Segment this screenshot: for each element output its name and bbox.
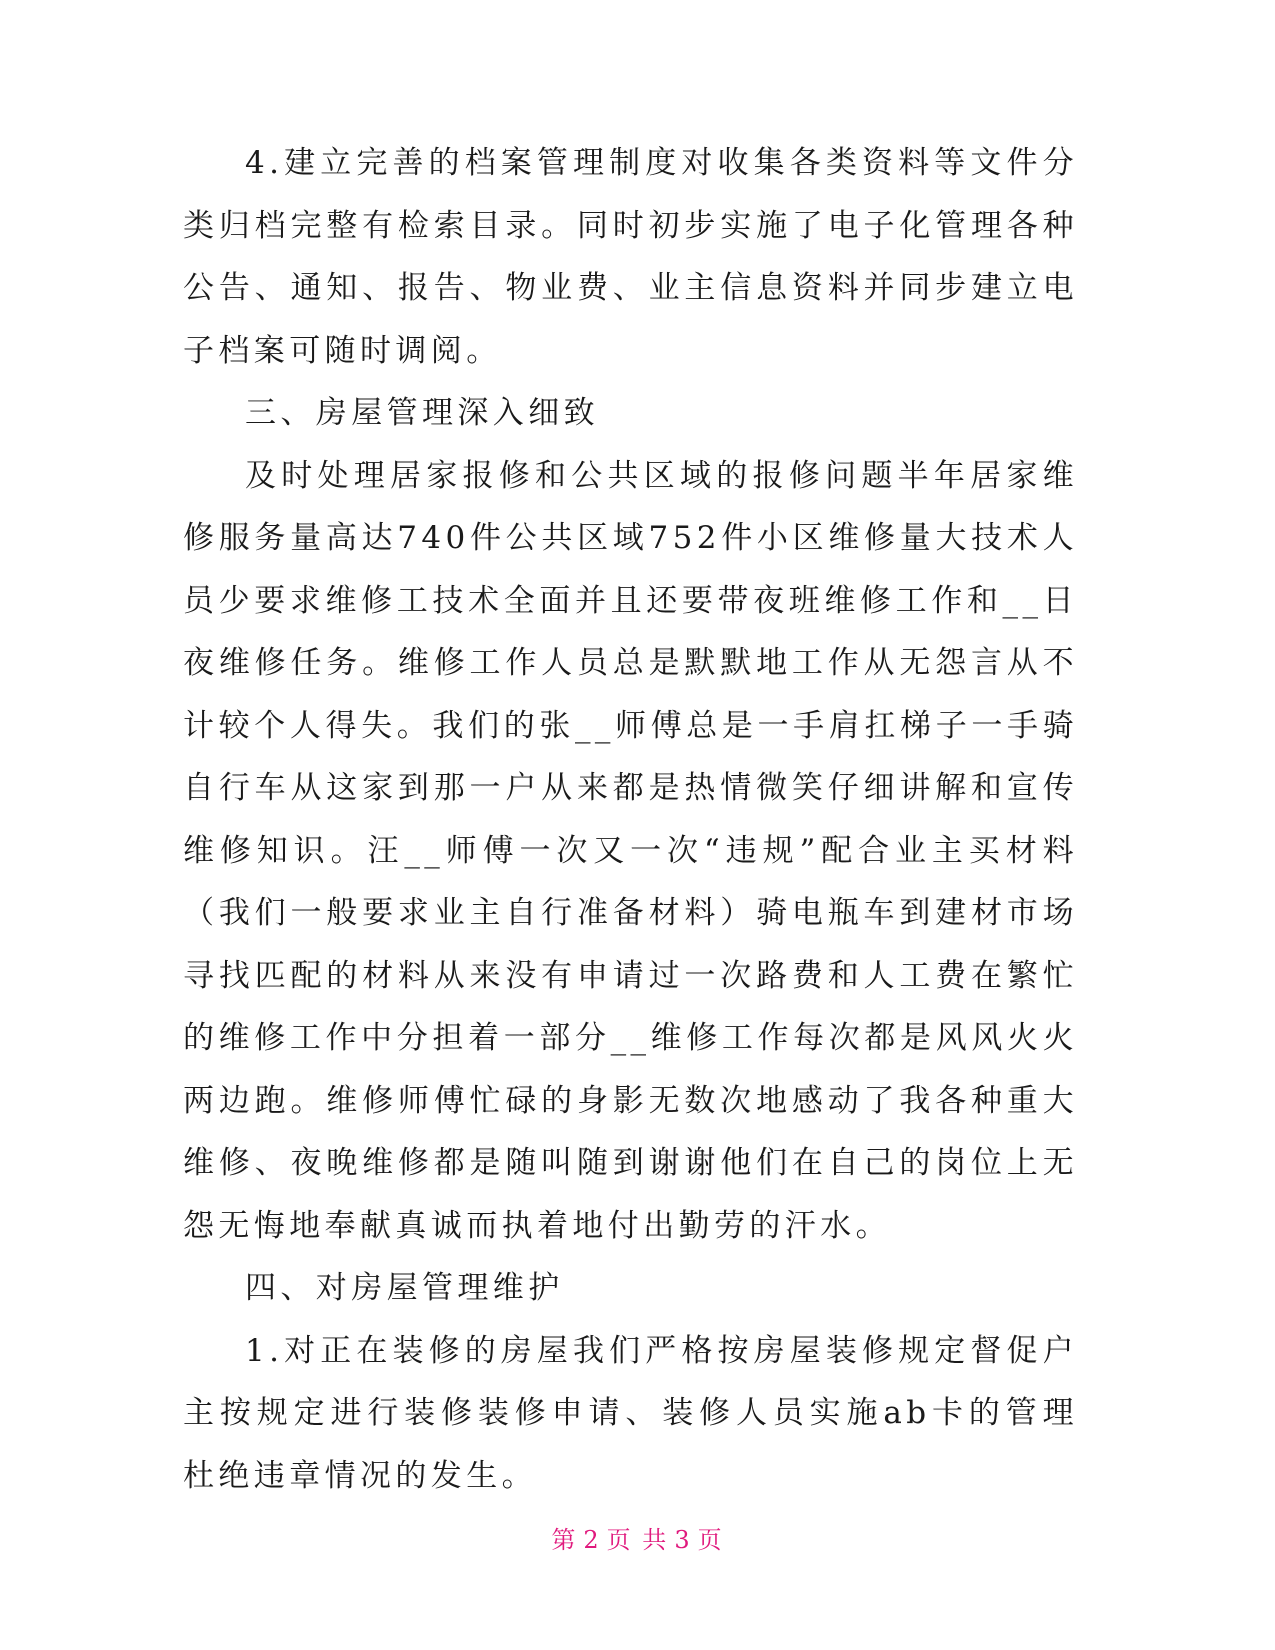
footer-suffix: 页 xyxy=(697,1526,724,1554)
footer-total-pages: 3 xyxy=(674,1526,692,1554)
document-body xyxy=(183,132,1078,1507)
paragraph-archive-management: 4.建立完善的档案管理制度对收集各类资料等文件分类归档完整有检索目录。同时初步实施了电子化管理各种公告、通知、报告、物业费、业主信息资料并同步建立电子档案可随时调阅。 xyxy=(183,145,1078,369)
paragraph-renovation-rules: 1.对正在装修的房屋我们严格按房屋装修规定督促户主按规定进行装修装修申请、装修人员实施ab卡的管理杜绝违章情况的发生。 xyxy=(183,1332,1078,1494)
section-heading-housing-management: 三、房屋管理深入细致 xyxy=(245,395,599,431)
footer-prefix: 第 xyxy=(551,1526,578,1554)
footer-middle: 页 共 xyxy=(606,1526,669,1554)
paragraph-repair-service: 及时处理居家报修和公共区域的报修问题半年居家维修服务量高达740件公共区域752件小区维修量大技术人员少要求维修工技术全面并且还要带夜班维修工作和__日夜维修任务。维修工作人员总是默默地工作从无怨言从不计较个人得失。我们的张__师傅总是一手肩扛梯子一手骑自行车从这家到那一户从来都是热情微笑仔细讲解和宣传维修知识。汪__师傅一次又一次“违规”配合业主买材料（我们一般要求业主自行准备材料）骑电瓶车到建材市场寻找匹配的材料从来没有申请过一次路费和人工费在繁忙的维修工作中分担着一部分__维修工作每次都是风风火火两边跑。维修师傅忙碌的身影无数次地感动了我各种重大维修、夜晚维修都是随叫随到谢谢他们在自己的岗位上无怨无悔地奉献真诚而执着地付出勤劳的汗水。 xyxy=(183,457,1078,1244)
page-footer xyxy=(0,1520,1275,1555)
section-heading-housing-maintenance: 四、对房屋管理维护 xyxy=(245,1270,564,1306)
footer-page-number: 2 xyxy=(583,1526,601,1554)
